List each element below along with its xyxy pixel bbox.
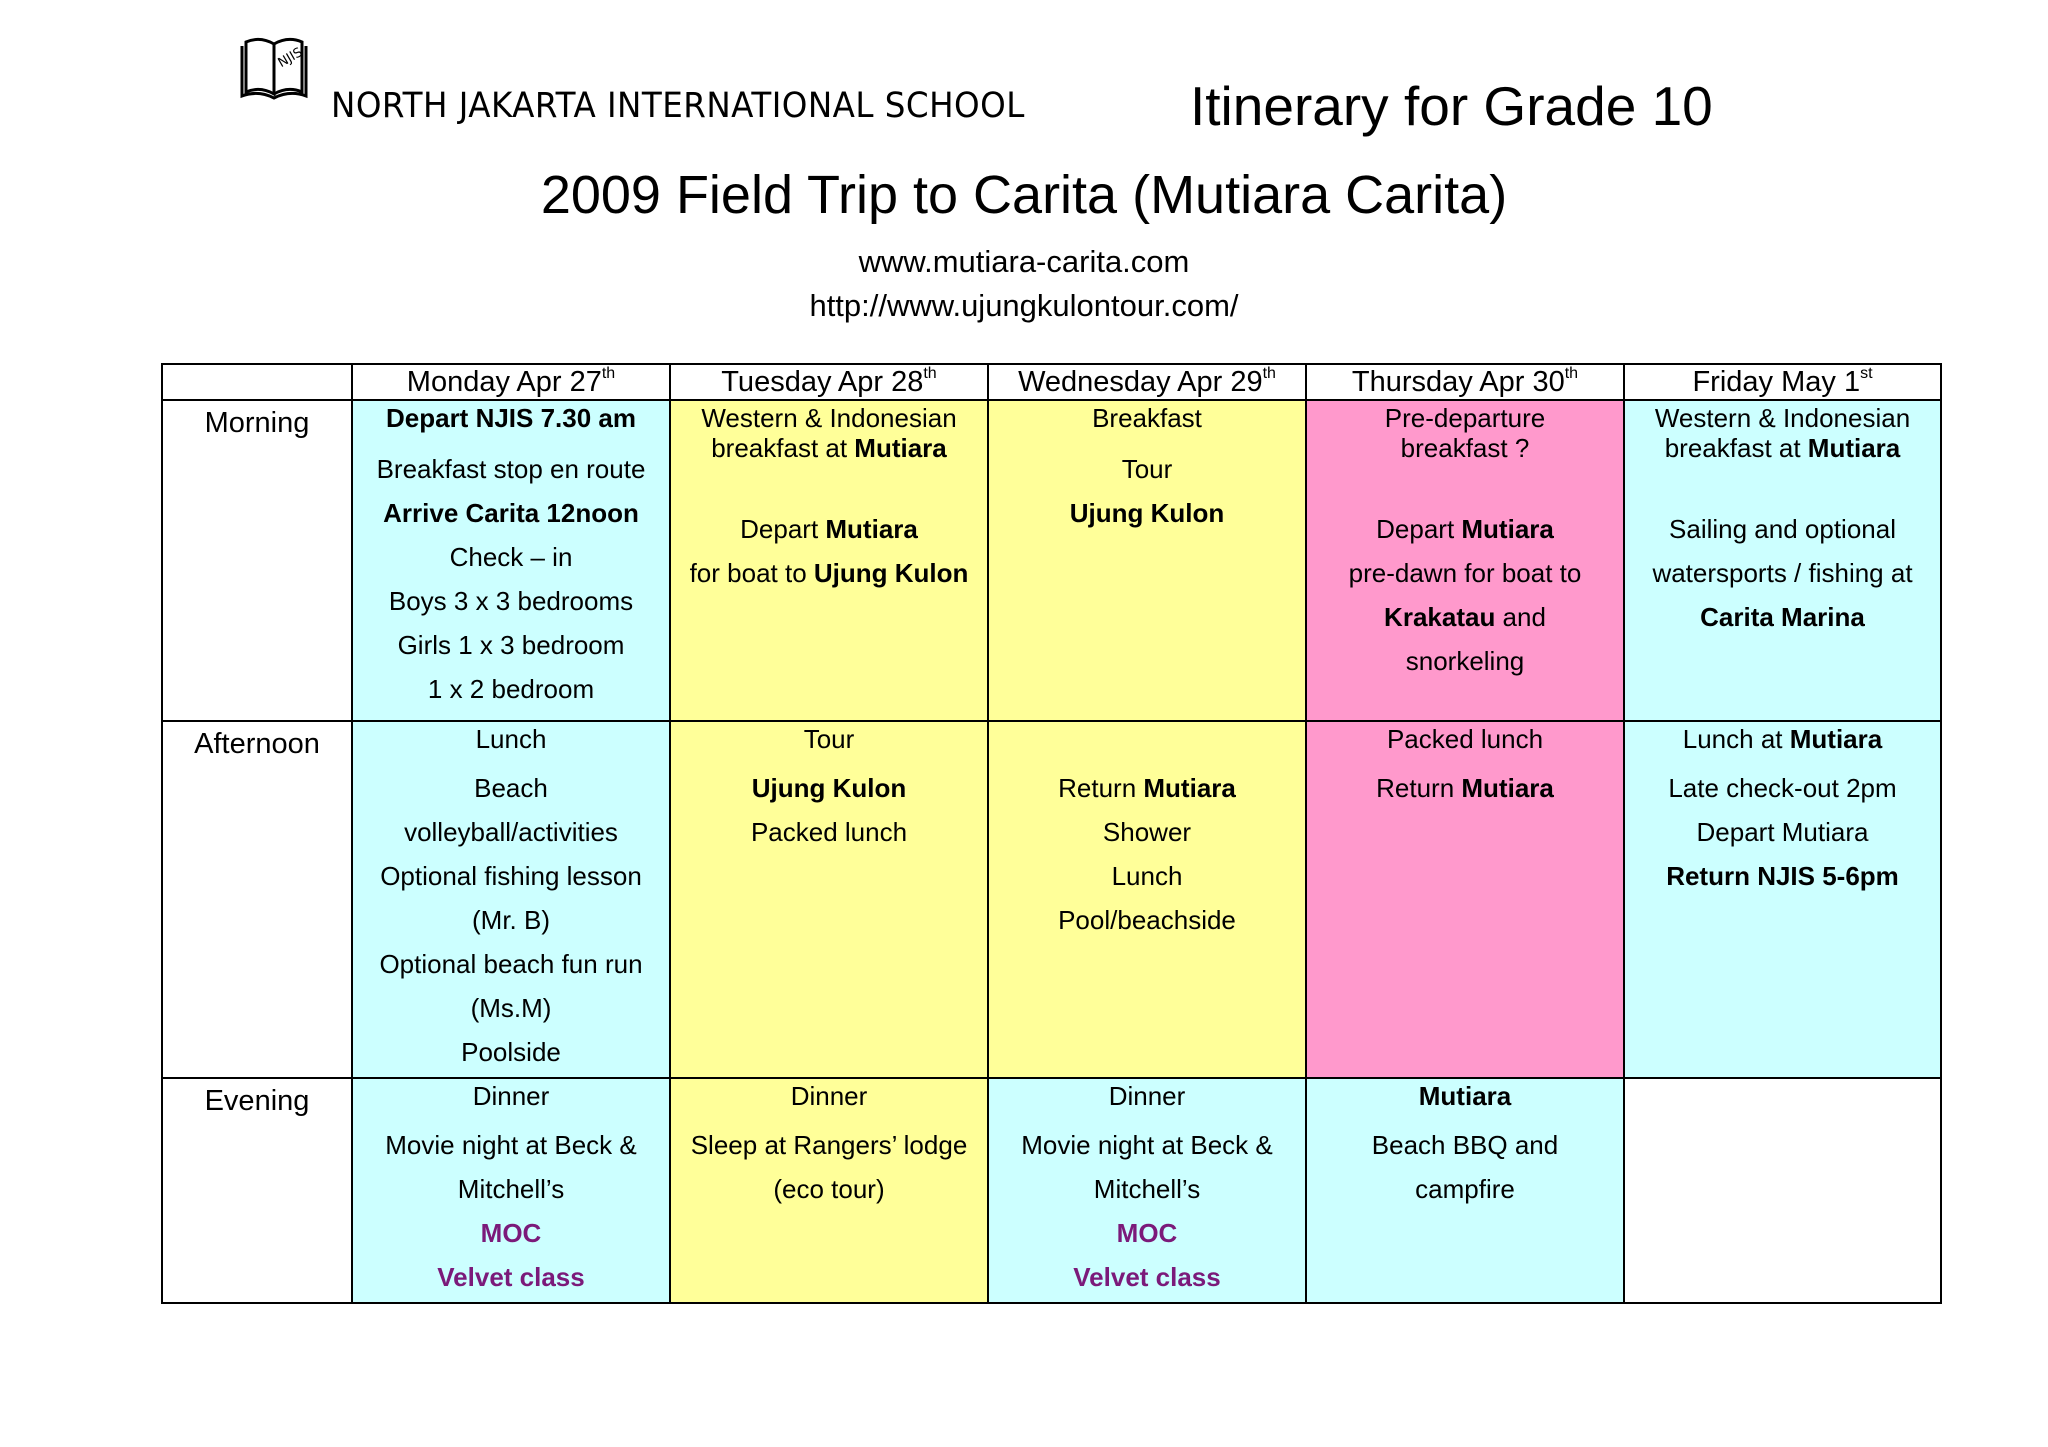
cell-monday-morning: Depart NJIS 7.30 am Breakfast stop en route Arrive Carita 12noon Check – in Boys 3 x 3 bedrooms Girls 1 x 3 bedroom 1 x 2 bedroom [352,400,670,721]
day-header-wednesday: Wednesday Apr 29th [988,364,1306,400]
itinerary-title: Itinerary for Grade 10 [1190,75,1713,137]
cell-friday-morning: Western & Indonesian breakfast at Mutiara Sailing and optional watersports / fishing at Carita Marina [1624,400,1941,721]
cell-thursday-evening: Mutiara Beach BBQ and campfire [1306,1078,1624,1303]
cell-friday-evening [1624,1078,1941,1303]
cell-monday-evening: Dinner Movie night at Beck & Mitchell’s MOC Velvet class [352,1078,670,1303]
afternoon-row [162,721,1941,1078]
day-header-friday: Friday May 1st [1624,364,1941,400]
cell-friday-afternoon: Lunch at Mutiara Late check-out 2pm Depart Mutiara Return NJIS 5-6pm [1624,721,1941,1078]
evening-row [162,1078,1941,1303]
day-header-monday: Monday Apr 27th [352,364,670,400]
cell-thursday-afternoon: Packed lunch Return Mutiara [1306,721,1624,1078]
cell-wednesday-morning: Breakfast Tour Ujung Kulon [988,400,1306,721]
period-label-morning: Morning [162,400,352,721]
period-label-evening: Evening [162,1078,352,1303]
period-label-afternoon: Afternoon [162,721,352,1078]
cell-tuesday-morning: Western & Indonesian breakfast at Mutiara Depart Mutiara for boat to Ujung Kulon [670,400,988,721]
morning-row [162,400,1941,721]
cell-thursday-morning: Pre-departure breakfast ? Depart Mutiara pre-dawn for boat to Krakatau and snorkeling [1306,400,1624,721]
resort-url[interactable]: www.mutiara-carita.com [858,244,1190,279]
day-header-row [162,364,1941,400]
day-header-thursday: Thursday Apr 30th [1306,364,1624,400]
school-logo-book-icon [240,34,310,100]
cell-tuesday-afternoon: Tour Ujung Kulon Packed lunch [670,721,988,1078]
cell-tuesday-evening: Dinner Sleep at Rangers’ lodge (eco tour) [670,1078,988,1303]
corner-cell [162,364,352,400]
itinerary-table [161,363,1942,1304]
day-header-tuesday: Tuesday Apr 28th [670,364,988,400]
trip-title: 2009 Field Trip to Carita (Mutiara Carita) [540,165,1508,225]
school-name: NORTH JAKARTA INTERNATIONAL SCHOOL [331,86,1025,126]
cell-monday-afternoon: Lunch Beach volleyball/activities Optional fishing lesson (Mr. B) Optional beach fun run (Ms.M) Poolside [352,721,670,1078]
logo-text: NJIS [275,45,306,71]
cell-wednesday-afternoon: Return Mutiara Shower Lunch Pool/beachside [988,721,1306,1078]
cell-wednesday-evening: Dinner Movie night at Beck & Mitchell’s MOC Velvet class [988,1078,1306,1303]
tour-url[interactable]: http://www.ujungkulontour.com/ [809,288,1239,323]
